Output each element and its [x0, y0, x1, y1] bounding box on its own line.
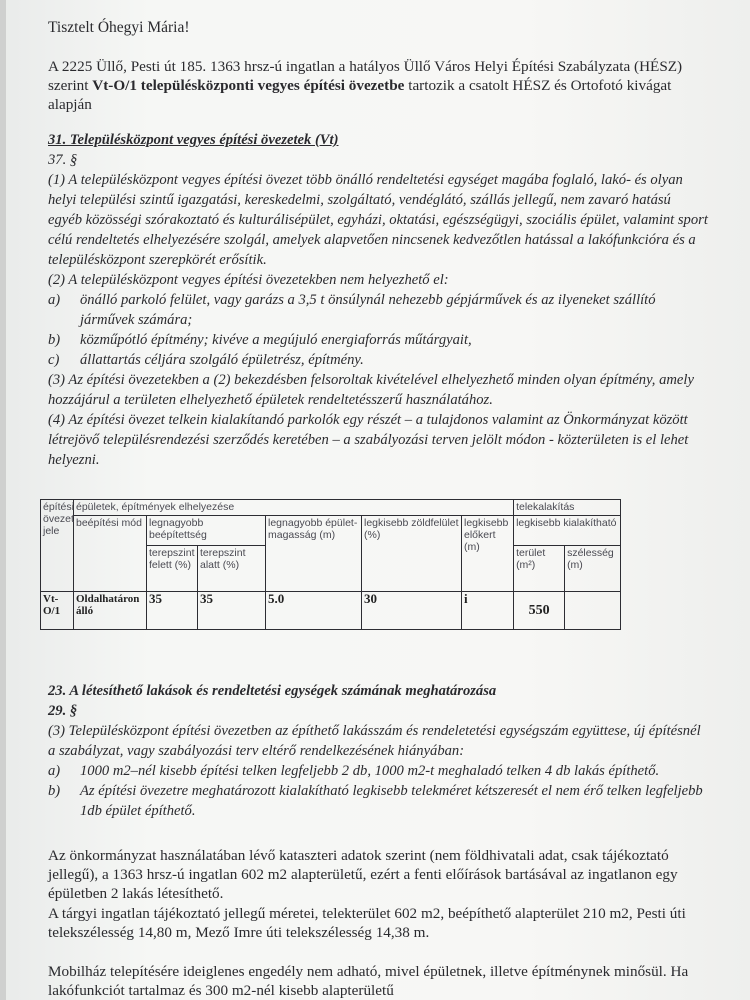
mobile-home-paragraph: Mobilház telepítésére ideiglenes engedély nem adható, mivel épületnek, illetve építménynek minősül. Ha lakófunkciót tartalmaz és 300 m2-nél kisebb alapterületű	[48, 963, 689, 999]
section-31-title: 31. Településközpont vegyes építési övezetek (Vt)	[48, 132, 339, 148]
header-above: terepszint felett (%)	[147, 546, 198, 592]
item-text: 1000 m2–nél kisebb építési telken legfeljebb 2 db, 1000 m2-t meghaladó telken 4 db lakás építhető.	[80, 763, 660, 779]
cell-mode: Oldalhatáron álló	[74, 592, 147, 630]
salutation: Tisztelt Óhegyi Mária!	[48, 19, 190, 36]
intro-zone-name: Vt-O/1 településközponti vegyes építési övezetbe	[92, 77, 405, 94]
item-text: önálló parkoló felület, vagy garázs a 3,5 t önsúlynál nehezebb gépjárművek és az ilyeneket szállító járművek számára;	[80, 292, 656, 328]
header-mode: beépítési mód	[74, 516, 147, 592]
cell-below: 35	[198, 592, 266, 630]
intro-text-post: tartozik a csatolt HÉSZ és Ortofotó kivágat alapján	[48, 77, 672, 113]
cell-above: 35	[147, 592, 198, 630]
section-31	[48, 130, 708, 470]
header-below: terepszint alatt (%)	[198, 546, 266, 592]
intro-text-pre: A 2225 Üllő, Pesti út 185. 1363 hrsz-ú ingatlan a hatályos Üllő Város Helyi Építési Szabályzata (HÉSZ) szerint	[48, 58, 683, 94]
header-buildings: épületek, építmények elhelyezése	[74, 500, 514, 516]
item-marker: b)	[48, 783, 61, 799]
section-31-paragraph-number: 37. §	[48, 152, 78, 168]
section-31-p4: (4) Az építési övezet telkein kialakítandó parkolók egy részét – a tulajdonos valamint az Önkormányzat között létrejövő településrendezési szerződés keretében – a szabályozási terven jelölt módon - közterületen is el lehet helyezni.	[48, 412, 689, 468]
item-marker: a)	[48, 763, 61, 779]
cadastral-paragraph: Az önkormányzat használatában lévő kataszteri adatok szerint (nem földhivatali adat, csak tájékoztató jellegű), a 1363 hrsz-ú ingatlan 602 m2 alapterületű, ezért a fenti előírások bartásával az ingatlanon egy épületben 2 lakás létesíthető.	[48, 847, 678, 902]
section-31-p3: (3) Az építési övezetekben a (2) bekezdésben felsoroltak kivételével elhelyezhető minden olyan építmény, amely hozzájárul a területen elhelyezhető épületek rendeltetésszerű használatához.	[48, 372, 694, 408]
section-31-item-b	[48, 330, 708, 350]
section-23-p3: (3) Településközpont építési övezetben az építhető lakásszám és rendeletetési egységszám együttese, új építésnél a szabályzat, vagy szabályozási terv eltérő rendelkezésének hiányában:	[48, 723, 701, 759]
intro-paragraph	[48, 57, 708, 114]
section-31-item-a	[48, 290, 708, 330]
cell-area: 550	[514, 592, 565, 630]
section-31-p2: (2) A településközpont vegyes építési övezetekben nem helyezhető el:	[48, 272, 449, 288]
cell-front: i	[462, 592, 514, 630]
header-area: terület (m²)	[514, 546, 565, 592]
zoning-table	[40, 499, 621, 630]
section-23-paragraph-number: 29. §	[48, 703, 78, 719]
header-width: szélesség (m)	[565, 546, 621, 592]
cell-width	[565, 592, 621, 630]
item-marker: b)	[48, 332, 61, 348]
item-marker: a)	[48, 292, 61, 308]
section-23-title: 23. A létesíthető lakások és rendeltetési egységek számának meghatározása	[48, 683, 497, 699]
header-coverage: legnagyobb beépítettség	[147, 516, 266, 546]
cell-height: 5.0	[266, 592, 362, 630]
section-31-p1: (1) A településközpont vegyes építési övezet több önálló rendeltetési egységet magába foglaló, lakó- és olyan helyi települési szintű igazgatási, kereskedelmi, szolgáltató, vendéglátó, szállás jellegű, nem zavaró hatású egyéb közösségi szórakoztató és kulturálisépület, egyházi, oktatási, egészségügyi, szociális épület, valamint sport célú rendeltetés elhelyezésére szolgál, amelyek alapvetően nincsenek kedvezőtlen hatással a lakófunkcióra és a településközpont szerepkörét erősítik.	[48, 172, 708, 268]
header-minplot: legkisebb kialakítható	[514, 516, 621, 546]
item-text: Az építési övezetre meghatározott kialakítható legkisebb telekméret kétszeresét el nem érő telken legfeljebb 1db épület építhető.	[80, 783, 703, 819]
header-plot: telekalakítás	[514, 500, 621, 516]
dimensions-paragraph: A tárgyi ingatlan tájékoztató jellegű méretei, telekterület 602 m2, beépíthető alapterület 210 m2, Pesti úti telekszélesség 14,80 m, Mező Imre úti telekszélesség 14,38 m.	[48, 905, 686, 941]
section-23-item-a	[48, 761, 708, 781]
section-23	[48, 681, 708, 821]
item-text: közműpótló építmény; kivéve a megújuló energiaforrás műtárgyait,	[80, 332, 472, 348]
header-green: legkisebb zöldfelület (%)	[362, 516, 462, 592]
header-zone: építési övezet jele	[41, 500, 74, 592]
header-front: legkisebb előkert (m)	[462, 516, 514, 592]
cell-green: 30	[362, 592, 462, 630]
item-text: állattartás céljára szolgáló épületrész, építmény.	[80, 352, 364, 368]
section-31-item-c	[48, 350, 708, 370]
header-height: legnagyobb épület-magasság (m)	[266, 516, 362, 592]
item-marker: c)	[48, 352, 60, 368]
cell-zone: Vt-O/1	[41, 592, 74, 630]
section-23-item-b	[48, 781, 708, 821]
